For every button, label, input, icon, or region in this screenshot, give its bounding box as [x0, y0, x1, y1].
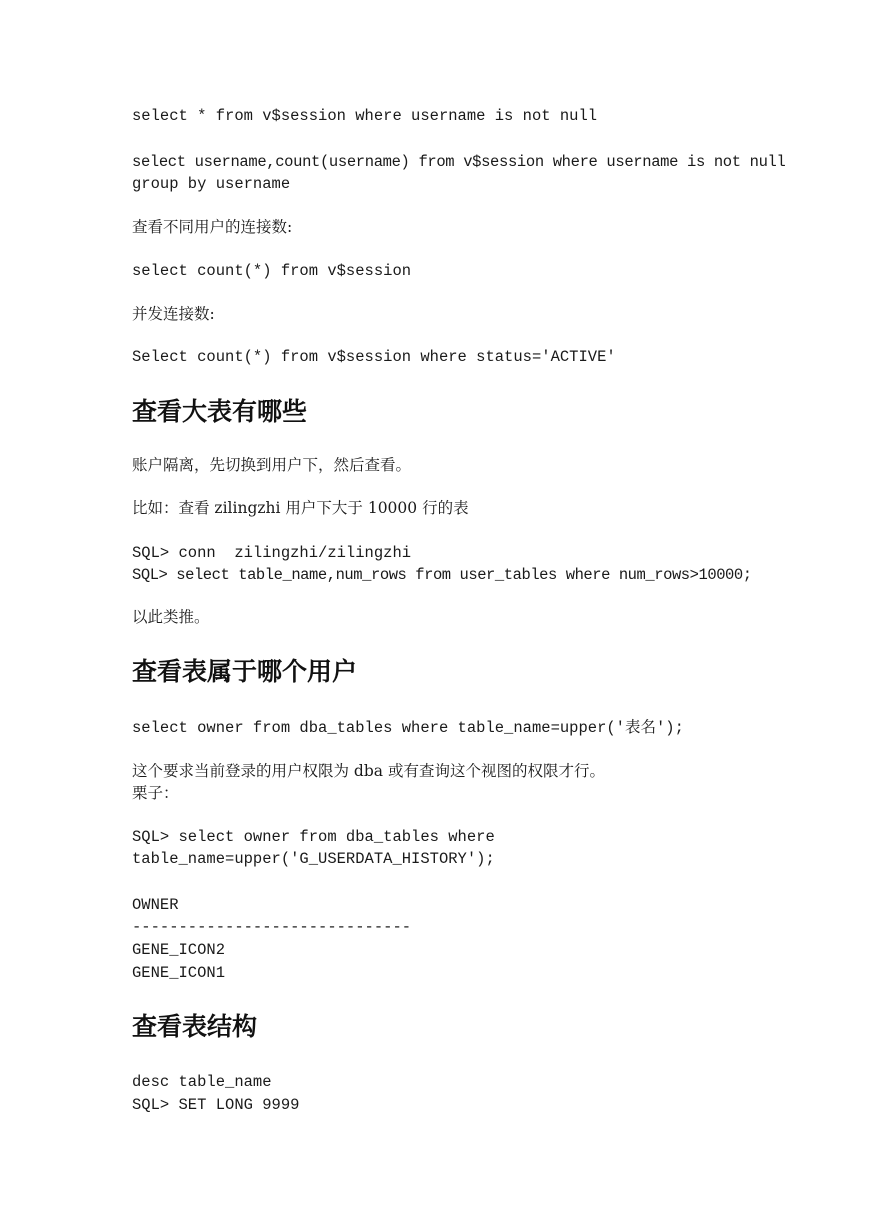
- big-tables-text2: 比如：查看 zilingzhi 用户下大于 10000 行的表: [132, 499, 469, 517]
- table-owner-query: select owner from dba_tables where table_name=upper('表名');: [132, 719, 684, 737]
- heading-table-structure: 查看表结构: [132, 1012, 258, 1041]
- result-row: GENE_ICON1: [132, 964, 226, 982]
- table-owner-code1: SQL> select owner from dba_tables where: [132, 828, 495, 846]
- big-tables-text3: 以此类推。: [132, 608, 210, 626]
- table-owner-text1: 这个要求当前登录的用户权限为 dba 或有查询这个视图的权限才行。: [132, 762, 605, 780]
- query-active: Select count(*) from v$session where status='ACTIVE': [132, 348, 616, 366]
- big-tables-code2: SQL> select table_name,num_rows from user_tables where num_rows>10000;: [132, 566, 752, 584]
- big-tables-code1: SQL> conn zilingzhi/zilingzhi: [132, 544, 412, 562]
- heading-big-tables: 查看大表有哪些: [132, 397, 308, 426]
- result-header: OWNER: [132, 896, 179, 914]
- table-structure-code2: SQL> SET LONG 9999: [132, 1096, 300, 1114]
- big-tables-text1: 账户隔离，先切换到用户下，然后查看。: [132, 456, 412, 474]
- result-row: GENE_ICON2: [132, 941, 226, 959]
- query-group-line2: group by username: [132, 175, 291, 193]
- table-owner-text2: 栗子：: [132, 784, 179, 802]
- query-sessions: select * from v$session where username is not null: [132, 107, 598, 125]
- label-user-connections: 查看不同用户的连接数:: [132, 218, 293, 236]
- table-structure-code1: desc table_name: [132, 1073, 272, 1091]
- label-concurrent: 并发连接数:: [132, 305, 215, 323]
- result-separator: ------------------------------: [132, 918, 412, 936]
- query-count: select count(*) from v$session: [132, 262, 412, 280]
- query-group-line1: select username,count(username) from v$session where username is not null: [132, 153, 786, 171]
- table-owner-code2: table_name=upper('G_USERDATA_HISTORY');: [132, 850, 495, 868]
- heading-table-owner: 查看表属于哪个用户: [132, 657, 358, 686]
